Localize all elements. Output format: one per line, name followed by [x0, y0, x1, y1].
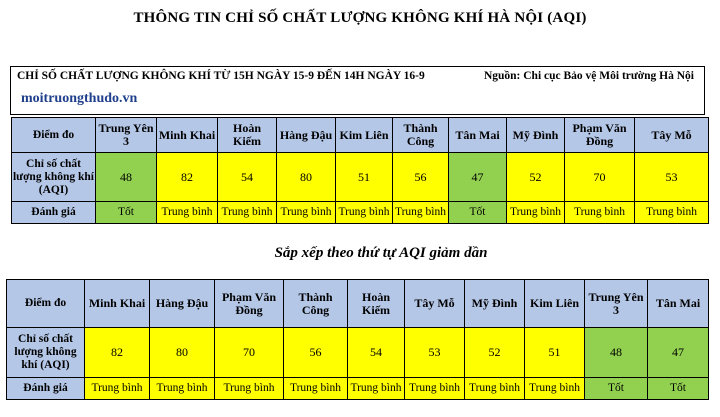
- aqi-value: 56: [393, 153, 449, 202]
- station-header: Phạm Văn Đồng: [215, 280, 284, 328]
- rating-value: Trung bình: [85, 378, 150, 400]
- website-link[interactable]: moitruongthudo.vn: [21, 91, 138, 106]
- station-header: Phạm Văn Đồng: [565, 118, 635, 153]
- rating-value: Trung bình: [336, 202, 393, 224]
- aqi-table-stations: [11, 117, 709, 224]
- aqi-value: 54: [348, 328, 405, 378]
- rating-row: [12, 202, 709, 224]
- aqi-value: 82: [157, 153, 218, 202]
- aqi-value: 54: [218, 153, 277, 202]
- station-header: Tây Mỗ: [635, 118, 709, 153]
- rating-value: Trung bình: [525, 378, 585, 400]
- station-header: Mỹ Đình: [507, 118, 565, 153]
- rating-value: Trung bình: [507, 202, 565, 224]
- rating-value: Tốt: [449, 202, 507, 224]
- rating-value: Trung bình: [565, 202, 635, 224]
- aqi-value: 47: [449, 153, 507, 202]
- aqi-value: 70: [565, 153, 635, 202]
- rating-value: Tốt: [96, 202, 157, 224]
- aqi-value: 51: [336, 153, 393, 202]
- rating-label: Đánh giá: [7, 378, 85, 400]
- station-header: Minh Khai: [157, 118, 218, 153]
- rating-label: Đánh giá: [12, 202, 96, 224]
- station-header: Minh Khai: [85, 280, 150, 328]
- station-label: Điểm đo: [7, 280, 85, 328]
- rating-value: Trung bình: [348, 378, 405, 400]
- aqi-label: Chỉ số chất lượng không khí (AQI): [7, 328, 85, 378]
- rating-value: Tốt: [648, 378, 709, 400]
- aqi-value: 56: [284, 328, 348, 378]
- rating-value: Trung bình: [277, 202, 336, 224]
- station-header: Mỹ Đình: [465, 280, 525, 328]
- aqi-value: 52: [465, 328, 525, 378]
- aqi-row: [12, 153, 709, 202]
- aqi-value: 70: [215, 328, 284, 378]
- rating-row: [7, 378, 709, 400]
- station-header: Thành Công: [393, 118, 449, 153]
- aqi-value: 47: [648, 328, 709, 378]
- aqi-value: 51: [525, 328, 585, 378]
- aqi-value: 53: [635, 153, 709, 202]
- station-header: Hàng Đậu: [277, 118, 336, 153]
- aqi-row: [7, 328, 709, 378]
- station-header: Trung Yên 3: [585, 280, 648, 328]
- rating-value: Trung bình: [150, 378, 215, 400]
- aqi-label: Chỉ số chất lượng không khí (AQI): [12, 153, 96, 202]
- station-header: Kim Liên: [336, 118, 393, 153]
- station-header: Tây Mỗ: [405, 280, 465, 328]
- rating-value: Tốt: [585, 378, 648, 400]
- page-title: THÔNG TIN CHỈ SỐ CHẤT LƯỢNG KHÔNG KHÍ HÀ NỘI (AQI): [133, 10, 587, 26]
- station-header: Tân Mai: [449, 118, 507, 153]
- aqi-value: 52: [507, 153, 565, 202]
- rating-value: Trung bình: [284, 378, 348, 400]
- rating-value: Trung bình: [465, 378, 525, 400]
- rating-value: Trung bình: [635, 202, 709, 224]
- station-header: Trung Yên 3: [96, 118, 157, 153]
- station-header: Hoàn Kiếm: [348, 280, 405, 328]
- rating-value: Trung bình: [157, 202, 218, 224]
- aqi-value: 48: [585, 328, 648, 378]
- station-header: Thành Công: [284, 280, 348, 328]
- rating-value: Trung bình: [218, 202, 277, 224]
- station-header: Tân Mai: [648, 280, 709, 328]
- rating-value: Trung bình: [393, 202, 449, 224]
- station-header: Hoàn Kiếm: [218, 118, 277, 153]
- station-label: Điểm đo: [12, 118, 96, 153]
- aqi-value: 53: [405, 328, 465, 378]
- info-box: [10, 66, 705, 115]
- aqi-value: 82: [85, 328, 150, 378]
- rating-value: Trung bình: [215, 378, 284, 400]
- station-row: [12, 118, 709, 153]
- source-text: Nguồn: Chi cục Bảo vệ Môi trường Hà Nội: [483, 70, 694, 82]
- station-header: Hàng Đậu: [150, 280, 215, 328]
- time-range-text: CHỈ SỐ CHẤT LƯỢNG KHÔNG KHÍ TỪ 15H NGÀY 15-9 ĐẾN 14H NGÀY 16-9: [17, 70, 425, 82]
- sorted-heading: Sắp xếp theo thứ tự AQI giảm dần: [274, 245, 488, 261]
- station-row: [7, 280, 709, 328]
- aqi-value: 80: [150, 328, 215, 378]
- aqi-value: 80: [277, 153, 336, 202]
- station-header: Kim Liên: [525, 280, 585, 328]
- aqi-table-sorted: [6, 279, 709, 400]
- aqi-value: 48: [96, 153, 157, 202]
- rating-value: Trung bình: [405, 378, 465, 400]
